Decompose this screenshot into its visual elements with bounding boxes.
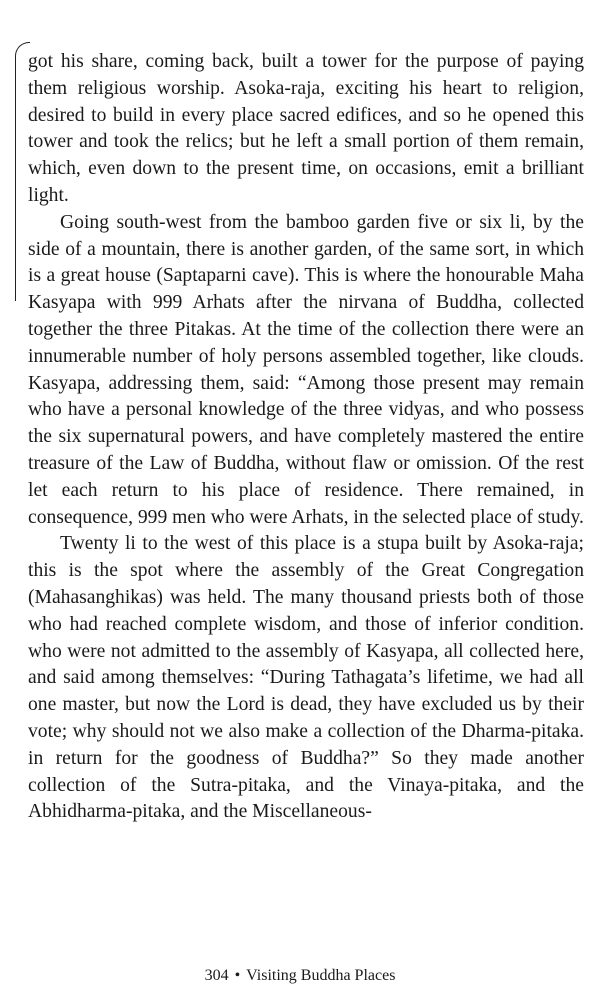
running-title: Visiting Buddha Places [246,967,396,984]
paragraph-continuation: got his share, coming back, built a tower for the purpose of paying them religious worship. Asoka-raja, exciting his heart to religion, desired to build in every place sacred edifices, and so he opened this tower and took the relics; but he left a small portion of them remain, which, even down to the present time, on occasions, emit a brilliant light. [28,51,584,206]
footer-bullet: • [234,967,241,984]
page-footer [0,966,600,986]
paragraph-great-congregation: Twenty li to the west of this place is a stupa built by Asoka-raja; this is the spot where the assembly of the Great Congregation (Mahasanghikas) was held. The many thousand priests both of those who had reached complete wisdom, and those of inferior condition. who were not admitted to the assembly of Kasyapa, all collected here, and said among themselves: “During Tathagata’s lifetime, we had all one master, but now the Lord is dead, they have excluded us by their vote; why should not we also make a collection of the Dharma-pitaka. in return for the goodness of Buddha?” So they made another collection of the Sutra-pitaka, and the Vinaya-pitaka, and the Abhidharma-pitaka, and the Miscellaneous- [28,533,584,823]
paragraph-saptaparni-cave: Going south-west from the bamboo garden five or six li, by the side of a mountain, there is another garden, of the same sort, in which is a great house (Saptaparni cave). This is where the honourable Maha Kasyapa with 999 Arhats after the nirvana of Buddha, collected together the three Pitakas. At the time of the collection there were an innumerable number of holy persons assembled together, like clouds. Kasyapa, addressing them, said: “Among those present may remain who have a personal knowledge of the three vidyas, and who possess the six supernatural powers, and have completely mastered the entire treasure of the Law of Buddha, without flaw or omission. Of the rest let each return to his place of residence. There remained, in consequence, 999 men who were Arhats, in the selected place of study. [28,211,584,528]
page-number: 304 [204,967,229,984]
body-text [28,49,584,826]
